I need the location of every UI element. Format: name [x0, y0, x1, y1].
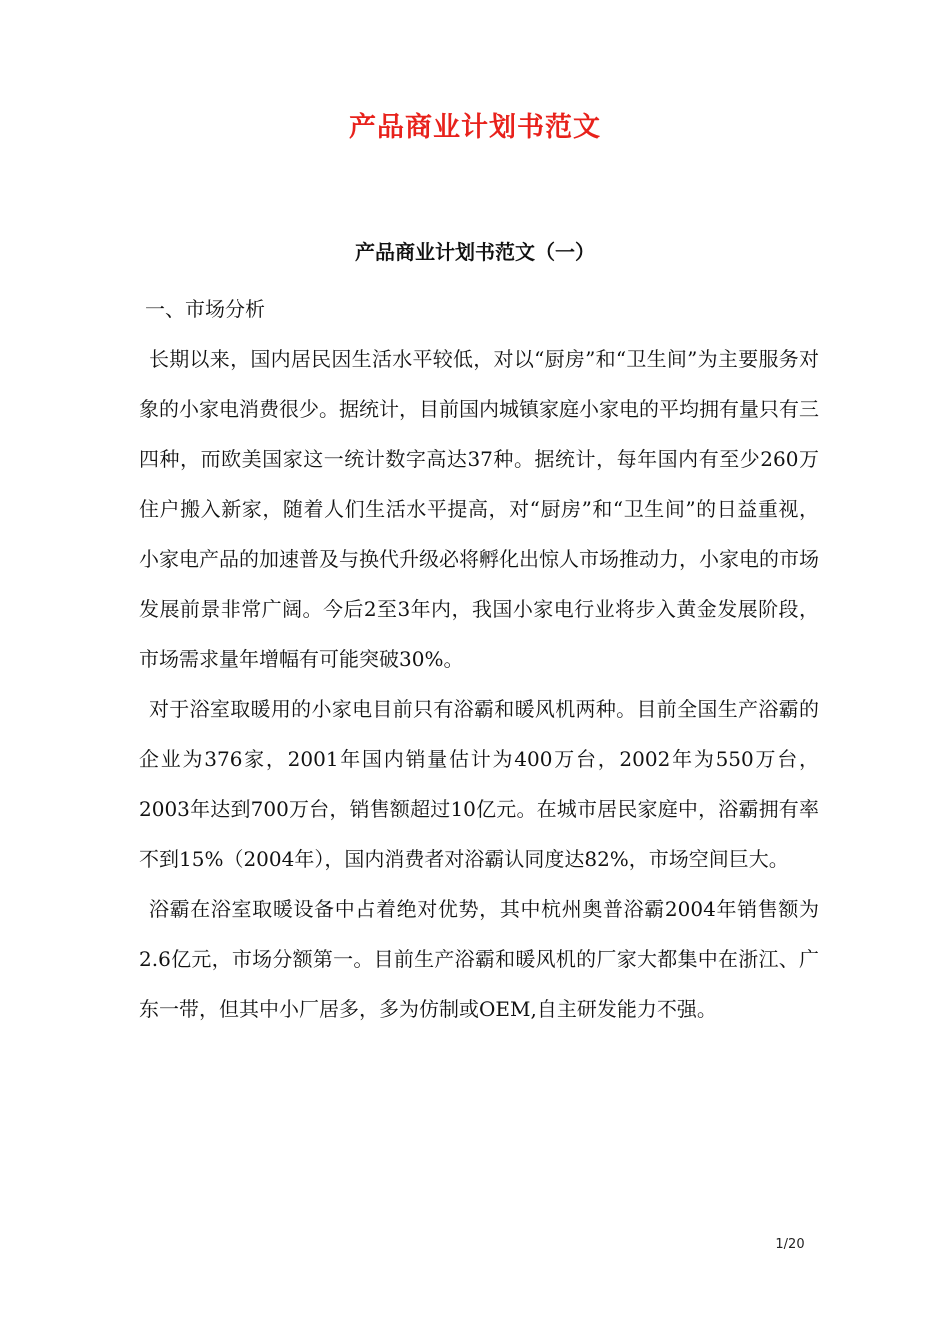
page-number: 1/20 — [775, 1237, 805, 1252]
heading-market-analysis: 一、市场分析 — [145, 297, 265, 321]
section-title: 产品商业计划书范文（一） — [355, 240, 595, 264]
document-title: 产品商业计划书范文 — [349, 112, 601, 143]
document-body — [139, 284, 819, 1034]
paragraph-2: 对于浴室取暖用的小家电目前只有浴霸和暖风机两种。目前全国生产浴霸的企业为376家，2001年国内销量估计为400万台，2002年为550万台，2003年达到700万台，销售额超过10亿元。在城市居民家庭中，浴霸拥有率不到15%（2004年），国内消费者对浴霸认同度达82%，市场空间巨大。 — [139, 697, 819, 871]
paragraph-1: 长期以来，国内居民因生活水平较低，对以“厨房”和“卫生间”为主要服务对象的小家电消费很少。据统计，目前国内城镇家庭小家电的平均拥有量只有三四种，而欧美国家这一统计数字高达37种。据统计，每年国内有至少260万住户搬入新家，随着人们生活水平提高，对“厨房”和“卫生间”的日益重视，小家电产品的加速普及与换代升级必将孵化出惊人市场推动力，小家电的市场发展前景非常广阔。今后2至3年内，我国小家电行业将步入黄金发展阶段，市场需求量年增幅有可能突破30%。 — [139, 347, 819, 671]
paragraph-3: 浴霸在浴室取暖设备中占着绝对优势，其中杭州奥普浴霸2004年销售额为2.6亿元，市场分额第一。目前生产浴霸和暖风机的厂家大都集中在浙江、广东一带，但其中小厂居多，多为仿制或OEM,自主研发能力不强。 — [139, 897, 819, 1021]
